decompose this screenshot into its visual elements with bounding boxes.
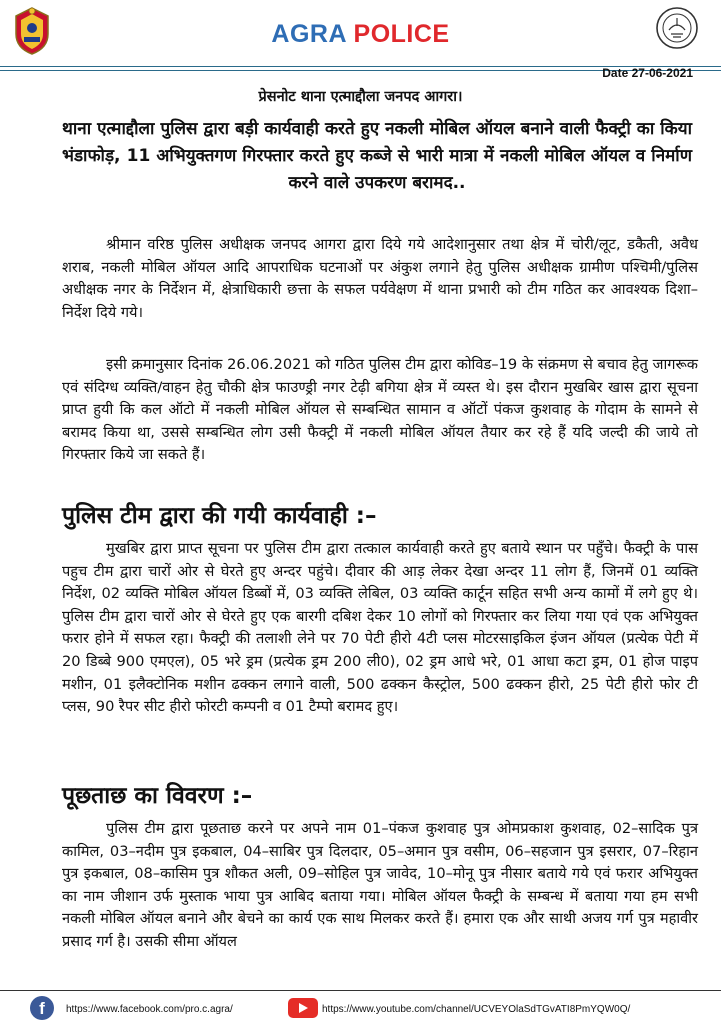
letterhead [0,0,721,82]
paragraph-action: मुखबिर द्वारा प्राप्त सूचना पर पुलिस टीम द्वारा तत्काल कार्यवाही करते हुए बताये स्थान पर पहुँचे। फैक्ट्री के पास पहुच टीम द्वारा चारों ओर से घेरते हुए अन्दर पहुंचे। दीवार की आड़ लेकर देखा अन्दर 11 लोग हैं, जिनमें 01 व्यक्ति निर्देश, 02 व्यक्ति मोबिल ऑयल डिब्बों में, 03 व्यक्ति लेबिल, 03 व्यक्ति कार्टून सहित सभी अन्य कामों में लगे हुए थे। पुलिस टीम द्वारा चारों ओर से घेरते हुए एक बारगी दबिश देकर 10 लोगों को गिरफ्तार कर लिया गया एवं एक अभियुक्त फरार होने में सफल रहा। फैक्ट्री की तलाशी लेने पर 70 पेटी हीरो 4टी प्लस मोटरसाइकिल इंजन ऑयल (प्रत्येक पेटी में 20 डिब्बे 900 एमएल), 05 भरे ड्रम (प्रत्येक ड्रम 200 ली0), 02 ड्रम आधे भरे, 01 आधा कटा ड्रम, 01 होज पाइप मशीन, 01 इलैक्टोनिक मशीन ढक्कन लगाने वाली, 500 ढक्कन कैस्ट्रोल, 500 ढक्कन हीरो, 25 पेटी हीरो फोर टी प्लस, 90 रैपर सीट हीरो फोरटी कम्पनी व 01 टैम्पो बरामद हुए। [62,540,698,716]
headline: थाना एत्माद्दौला पुलिस द्वारा बड़ी कार्यवाही करते हुए नकली मोबिल ऑयल बनाने वाली फैक्ट्री का किया भंडाफोड़, 11 अभियुक्तगण गिरफ्तार करते हुए कब्जे से भारी मात्रा में नकली मोबिल ऑयल व निर्माण करने वाले उपकरण बरामद.. [62,119,692,193]
letterhead-title [0,20,721,49]
press-note-title: प्रेसनोट थाना एत्माद्दौला जनपद आगरा। [258,89,463,105]
youtube-link[interactable]: https://www.youtube.com/channel/UCVEYOlaSdTGvATI8PmYQW0Q/ [322,1004,631,1015]
footer-rule [0,990,721,991]
up-state-seal-icon [655,6,699,50]
section-heading-action: पुलिस टीम द्वारा की गयी कार्यवाही :– [62,503,377,529]
title-police: POLICE [353,20,450,48]
footer [0,994,721,1022]
paragraph-inquiry: पुलिस टीम द्वारा पूछताछ करने पर अपने नाम 01–पंकज कुशवाह पुत्र ओमप्रकाश कुशवाह, 02–सादिक पुत्र कामिल, 03–नदीम पुत्र इकबाल, 04–साबिर पुत्र दिलदार, 05–अमान पुत्र वसीम, 06–सहजान पुत्र इसरार, 07–रिहान पुत्र इकबाल, 08–कासिम पुत्र शौकत अली, 09–सोहिल पुत्र जावेद, 10–मोनू पुत्र नीसार बताये गये एवं फरार अभियुक्त का नाम जीशान उर्फ मुस्ताक भाया पुत्र आबिद बताया गया। मोबिल ऑयल फैक्ट्री के सम्बन्ध में बताया गया हम सभी नकली मोबिल ऑयल बनाने और बेचने का कार्य एक साथ मिलकर करते हैं। हमारा एक और साथी अजय गर्ग पुत्र महावीर प्रसाद गर्ग है। उसकी सीमा ऑयल [62,820,698,950]
press-date: Date 27-06-2021 [602,66,693,80]
youtube-icon[interactable] [288,998,318,1018]
title-agra: AGRA [271,20,354,48]
facebook-icon[interactable]: f [30,996,54,1020]
paragraph-orders: श्रीमान वरिष्ठ पुलिस अधीक्षक जनपद आगरा द्वारा दिये गये आदेशानुसार तथा क्षेत्र में चोरी/लूट, डकैती, अवैध शराब, नकली मोबिल ऑयल आदि आपराधिक घटनाओं पर अंकुश लगाने हेतु पुलिस अधीक्षक ग्रामीण पश्चिमी/पुलिस अधीक्षक नगर के निर्देशन में, क्षेत्राधिकारी छत्ता के सफल पर्यवेक्षण में थाना प्रभारी को टीम गठित कर आवश्यक दिशा–निर्देश दिये गये। [62,236,698,321]
facebook-link[interactable]: https://www.facebook.com/pro.c.agra/ [66,1004,233,1015]
paragraph-informant: इसी क्रमानुसार दिनांक 26.06.2021 को गठित पुलिस टीम द्वारा कोविड–19 के संक्रमण से बचाव हेतु जागरूक एवं संदिग्ध व्यक्ति/वाहन हेतु चौकी क्षेत्र फाउण्ड्री नगर टेढ़ी बगिया क्षेत्र में व्यस्त थे। इस दौरान मुखबिर खास द्वारा सूचना प्राप्त हुयी कि कल ऑटो में नकली मोबिल ऑयल से सम्बन्धित सामान व ऑटों पंकज कुशवाह के गोदाम के सामने से बरामद किया था, उससे सम्बन्धित लोग उसी फैक्ट्री में नकली मोबिल ऑयल तैयार कर रहे हैं यदि जल्दी की जाये तो गिरफ्तार किये जा सकते हैं। [62,356,698,464]
section-heading-inquiry: पूछताछ का विवरण :– [62,783,253,809]
